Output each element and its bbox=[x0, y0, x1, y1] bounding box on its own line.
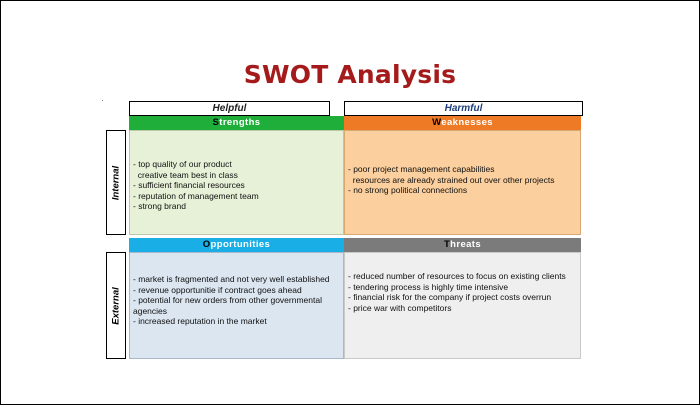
threats-header bbox=[344, 238, 581, 252]
row-label-external bbox=[106, 252, 126, 359]
threats-list bbox=[348, 271, 576, 313]
list-item: - reduced number of resources to focus on existing clients bbox=[348, 271, 566, 281]
list-item: - potential for new orders from other governmental agencies bbox=[133, 295, 325, 316]
opportunities-label: pportunities bbox=[210, 239, 271, 250]
list-item: - tendering process is highly time intensive bbox=[348, 281, 509, 292]
weaknesses-list bbox=[348, 164, 576, 196]
opportunities-header bbox=[129, 238, 344, 252]
opportunities-list bbox=[133, 274, 338, 327]
list-item: - reputation of management team bbox=[133, 190, 259, 201]
list-item: - poor project management capabilities bbox=[348, 164, 495, 174]
strengths-header bbox=[129, 116, 344, 130]
list-item: - top quality of our product bbox=[133, 159, 232, 169]
list-item: - strong brand bbox=[133, 201, 186, 211]
opportunities-initial: O bbox=[202, 239, 211, 250]
list-item: - price war with competitors bbox=[348, 302, 452, 313]
list-item: - financial risk for the company if project costs overrun bbox=[348, 292, 552, 302]
list-item: resources are already strained out over other projects bbox=[348, 174, 555, 185]
list-item: - increased reputation in the market bbox=[133, 316, 267, 326]
threats-initial: T bbox=[443, 239, 451, 250]
row-label-internal-text: Internal bbox=[110, 165, 122, 200]
list-item: - revenue opportunitie if contract goes ahead bbox=[133, 284, 302, 295]
strengths-list bbox=[133, 159, 338, 212]
stray-dot bbox=[102, 100, 103, 101]
weaknesses-label: eaknesses bbox=[441, 117, 493, 128]
strengths-cell bbox=[129, 130, 344, 235]
opportunities-cell bbox=[129, 252, 344, 359]
strengths-initial: S bbox=[212, 117, 220, 128]
threats-label: hreats bbox=[450, 239, 482, 250]
list-item: - market is fragmented and not very well established bbox=[133, 274, 330, 284]
threats-cell bbox=[344, 252, 581, 359]
list-item: - no strong political connections bbox=[348, 185, 468, 195]
list-item: creative team best in class bbox=[133, 169, 238, 180]
row-label-internal bbox=[106, 130, 126, 235]
list-item: - sufficient financial resources bbox=[133, 180, 245, 190]
row-label-external-text: External bbox=[110, 286, 122, 325]
strengths-label: trengths bbox=[219, 117, 261, 128]
page-title: SWOT Analysis bbox=[243, 60, 457, 89]
weaknesses-initial: W bbox=[432, 117, 442, 128]
weaknesses-header bbox=[344, 116, 581, 130]
weaknesses-cell bbox=[344, 130, 581, 235]
column-header-helpful: Helpful bbox=[129, 101, 330, 116]
column-header-harmful: Harmful bbox=[344, 101, 583, 116]
